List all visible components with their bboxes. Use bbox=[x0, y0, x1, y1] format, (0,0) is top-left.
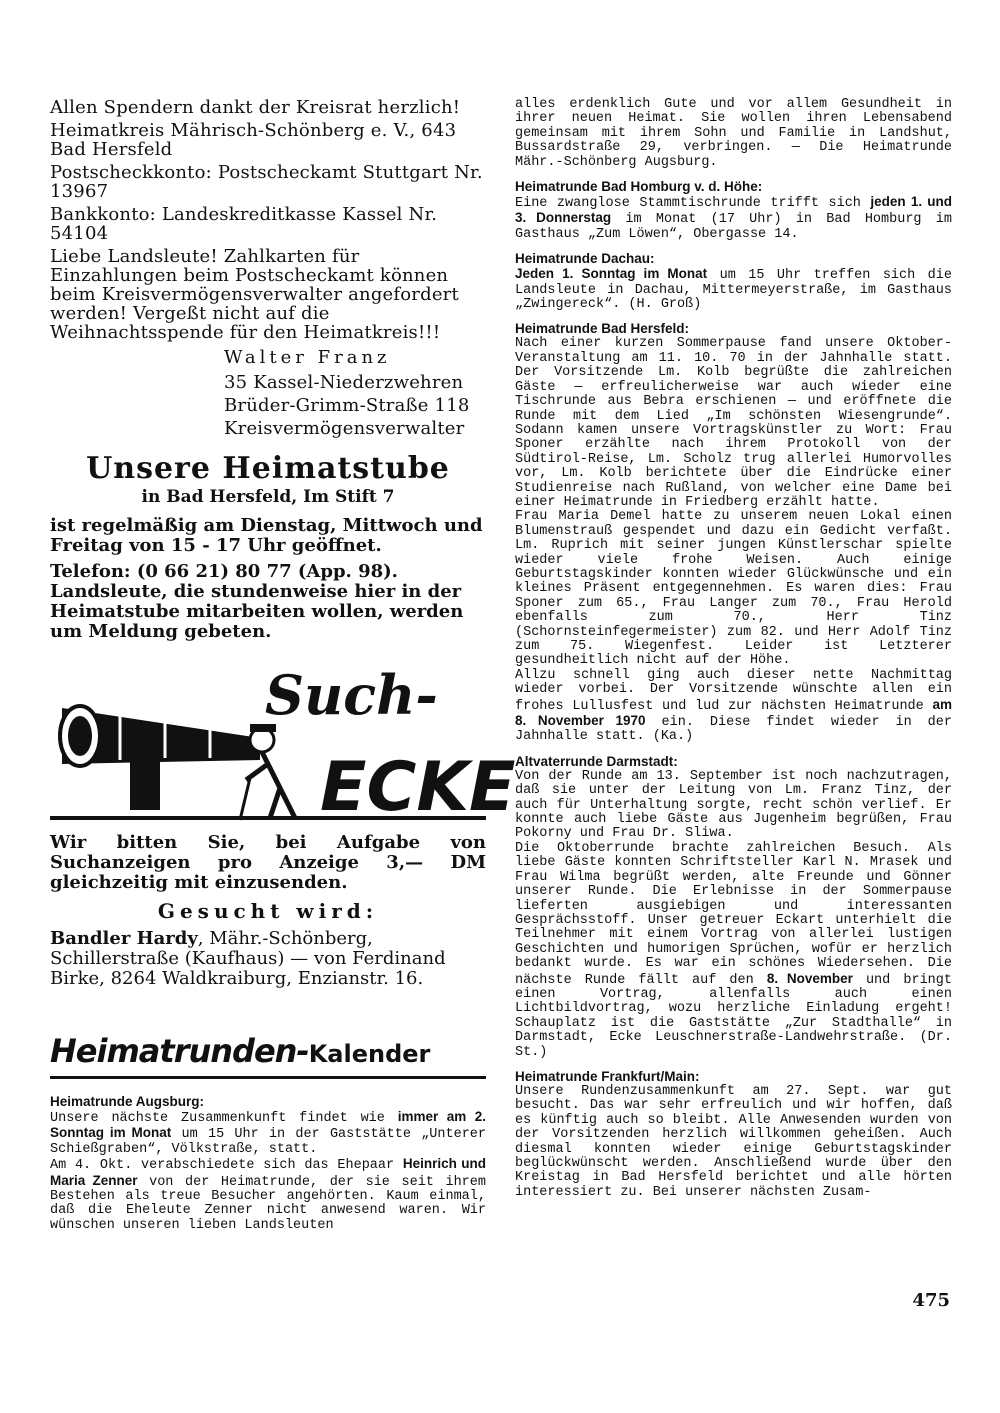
signature-block bbox=[224, 348, 486, 438]
darmstadt-heading: Altvaterrunde Darmstadt: bbox=[515, 753, 678, 769]
kalender-title-script: Heimatrunden- bbox=[50, 1032, 309, 1070]
org-address: Heimatkreis Mährisch-Schönberg e. V., 643 Bad Hersfeld bbox=[50, 120, 457, 160]
hersfeld-heading: Heimatrunde Bad Hersfeld: bbox=[515, 321, 690, 337]
bank-account: Bankkonto: Landeskreditkasse Kassel Nr. 54104 bbox=[50, 204, 438, 244]
search-entry-name: Bandler Hardy bbox=[50, 928, 198, 949]
kalender-heading-block bbox=[50, 1031, 486, 1079]
such-note: Wir bitten Sie, bei Aufgabe von Suchanzeigen pro Anzeige 3,— DM gleichzeitig mit einzusenden. bbox=[50, 832, 486, 893]
heimatstube-hours: ist regelmäßig am Dienstag, Mittwoch und Freitag von 15 - 17 Uhr geöffnet. bbox=[50, 515, 483, 556]
left-column bbox=[50, 97, 516, 1233]
such-ecke-illustration bbox=[50, 663, 516, 827]
appeal-text: Liebe Landsleute! Zahlkarten für Einzahlungen beim Postscheckamt können beim Kreisvermögensverwalter angefordert werden! Vergeßt nicht auf die Weihnachtsspende für den Heimatkreis!!! bbox=[50, 246, 459, 343]
signature-role: Kreisvermögensverwalter bbox=[224, 418, 465, 439]
ecke-block-text: ECKE bbox=[320, 748, 516, 827]
such-script-text: Such- bbox=[265, 663, 438, 727]
darmstadt-text-2: Die Oktoberrunde brachte zahlreichen Besuch. Als liebe Gäste konnten Schriftsteller Karl N. Mrasek und Frau Wilma begrüßt werden, alte Freunde und Gönner unserer Runde. Die Erlebnisse in der Sommerpause lieferten ausgiebigen und interessanten Gesprächsstoff. Unser getreuer Eckart unterhielt die Teilnehmer mit einem Vortrag von allerlei lustigen Geschichten und humorigen Sprüchen, wofür er herzlich bedankt wurde. Es war ein schönes Wiedersehen. Die nächste Runde fällt auf den 8. November und bringt einen Vortrag, allenfalls auch einen Lichtbildvortrag, wozu herzliche Einladung ergeht! Schauplatz ist die Gaststätte „Zur Stadthalle“ in Darmstadt, Ecke Leuschnerstraße-Landwehrstraße. (Dr. St.) bbox=[515, 840, 952, 1060]
frankfurt-heading: Heimatrunde Frankfurt/Main: bbox=[515, 1068, 700, 1084]
dachau-heading: Heimatrunde Dachau: bbox=[515, 251, 655, 267]
hersfeld-text-2: Frau Maria Demel hatte zu unserem neuen Lokal einen Blumenstrauß gespendet und dazu ein Gedicht verfaßt. Lm. Ruprich mit seiner jungen Künstlerschar spielte wieder viele frohe Weisen. Auch einige Geburtstagskinder konnten wieder Glückwünsche und ein kleines Präsent entgegennehmen. Es waren dies: Frau Sponer zum 65., Frau Langer zum 70., Frau Herold ebenfalls zum 70., Herr Tinz (Schornsteinfegermeister) zum 82. und Herr Adolf Tinz zum 75. Wiegenfest. Leider ist Letzterer gesundheitlich nicht auf der Höhe. bbox=[515, 509, 952, 669]
augsburg-text-2: Am 4. Okt. verabschiedete sich das Ehepaar Heinrich und Maria Zenner von der Heimatrunde, der sie seit ihrem Bestehen als treue Besucher angehörten. Kaum einmal, daß die Eheleute Zenner nicht anwesend waren. Wir wünschen unseren lieben Landsleuten bbox=[50, 1156, 486, 1233]
signature-address-2: Brüder-Grimm-Straße 118 bbox=[224, 395, 470, 416]
augsburg-continued: alles erdenklich Gute und vor allem Gesundheit in ihrer neuen Heimat. Sie wollen ihren Lebensabend gemeinsam mit ihrem Sohn und Familie in Landshut, Bussardstraße 29, verbringen. — Die Heimatrunde Mähr.-Schönberg Augsburg. bbox=[515, 97, 952, 170]
thanks-text: Allen Spendern dankt der Kreisrat herzlich! bbox=[50, 97, 461, 118]
homburg-heading: Heimatrunde Bad Homburg v. d. Höhe: bbox=[515, 179, 763, 195]
dachau-text: Jeden 1. Sonntag im Monat um 15 Uhr treffen sich die Landsleute in Dachau, Mittermeyerstraße, im Gasthaus „Zwingereck“. (H. Groß) bbox=[515, 266, 952, 313]
kalender-title-block: Kalender bbox=[308, 1040, 431, 1068]
signature-address-1: 35 Kassel-Niederzwehren bbox=[224, 372, 464, 393]
augsburg-heading: Heimatrunde Augsburg: bbox=[50, 1094, 205, 1109]
search-entry bbox=[50, 929, 486, 989]
homburg-text: Eine zwanglose Stammtischrunde trifft sich jeden 1. und 3. Donnerstag im Monat (17 Uhr) in Bad Homburg im Gasthaus „Zum Löwen“, Obergasse 14. bbox=[515, 194, 953, 242]
heimatstube-phone: Telefon: (0 66 21) 80 77 (App. 98). bbox=[50, 561, 398, 582]
kalender-title bbox=[50, 1031, 486, 1074]
heimatstube-subtitle: in Bad Hersfeld, Im Stift 7 bbox=[141, 487, 395, 507]
signature-name: Walter Franz bbox=[224, 347, 391, 368]
page-number: 475 bbox=[912, 1290, 950, 1311]
hersfeld-text-3: Allzu schnell ging auch dieser nette Nachmittag wieder vorbei. Der Vorsitzende wünschte allen ein frohes Lullusfest und lud zur nächsten Heimatrunde am 8. November 1970 ein. Diese findet wieder in der Jahnhalle statt. (Ka.) bbox=[515, 667, 952, 745]
heimatstube-call: Landsleute, die stundenweise hier in der Heimatstube mitarbeiten wollen, werden um Meldung gebeten. bbox=[50, 581, 464, 642]
hersfeld-text-1: Nach einer kurzen Sommerpause fand unsere Oktober-Veranstaltung am 11. 10. 70 in der Jahnhalle statt. Der Vorsitzende Lm. Kolb begrüßte die zahlreichen Gäste — erfreulicherweise war auch wieder eine Tischrunde aus Bebra erschienen — und eröffnete die Runde mit dem Lied „Im schönsten Wiesengrunde“. Sodann kamen unsere Vortragskünstler zu Wort: Frau Sponer erzählte nach ihrem Protokoll von der Südtirol-Reise, Lm. Scholz trug allerlei Humorvolles vor, Lm. Kolb berichtete über die Eindrücke einer Studienreise nach Rußland, von welcher eine Dame bei einer Heimatrunde in Friedberg erzählt hatte. bbox=[515, 336, 952, 510]
kalender-rule bbox=[50, 1076, 486, 1079]
postcheck-account: Postscheckkonto: Postscheckamt Stuttgart Nr. 13967 bbox=[50, 162, 483, 202]
right-column bbox=[515, 98, 952, 1200]
gesucht-heading: Gesucht wird: bbox=[157, 899, 379, 923]
darmstadt-text-1: Von der Runde am 13. September ist noch nachzutragen, daß sie unter der Leitung von Lm. Franz Tinz, der auch für Unterhaltung sorgte, recht schön verlief. Er konnte auch liebe Gäste aus Jugenheim begrüßen, Frau Pokorny und Frau Dr. Sliwa. bbox=[515, 768, 952, 842]
search-entry-text: , Mähr.-Schönberg, Schillerstraße (Kaufhaus) — von Ferdinand Birke, 8264 Waldkraiburg, Enzianstr. 16. bbox=[50, 928, 446, 989]
heimatstube-title: Unsere Heimatstube bbox=[86, 451, 450, 486]
such-ecke-logo bbox=[50, 663, 516, 827]
augsburg-text-1: Unsere nächste Zusammenkunft findet wie immer am 2. Sonntag im Monat um 15 Uhr in der Gaststätte „Unterer Schießgraben“, Völkstraße, statt. bbox=[50, 1109, 487, 1157]
frankfurt-text: Unsere Rundenzusammenkunft am 27. Sept. war gut besucht. Das war sehr erfreulich und wir hoffen, daß es künftig auch so bleibt. Alle Anwesenden wurden von der Vorsitzenden herzlich willkommen geheißen. Auch diesmal konnten wieder einige Geburtstagskinder beglückwünscht werden. Anschließend wurde über den Kreistag in Bad Hersfeld berichtet und alle hörten interessiert zu. Bei unserer nächsten Zusam- bbox=[515, 1083, 952, 1200]
